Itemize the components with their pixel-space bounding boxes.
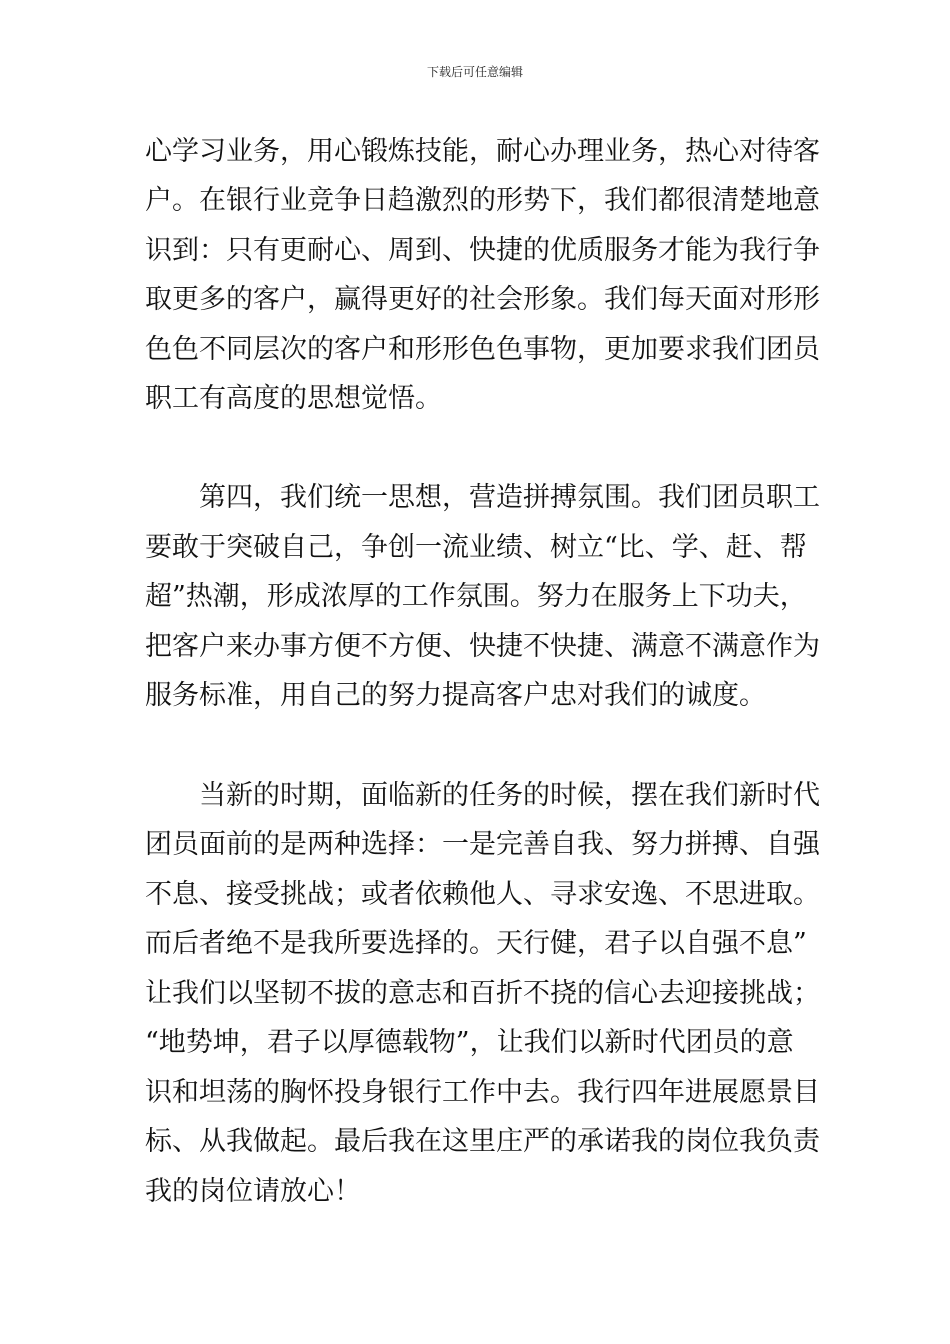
paragraph-2-line-1: 第四，我们统一思想，营造拼搏氛围。我们团员职工: [199, 482, 820, 513]
paragraph-1-line-4: 取更多的客户，赢得更好的社会形象。我们每天面对形形: [145, 284, 820, 315]
paragraph-1-line-2: 户。在银行业竞争日趋激烈的形势下，我们都很清楚地意: [145, 185, 820, 216]
paragraph-3-line-5: 让我们以坚韧不拔的意志和百折不挠的信心去迎接挑战；: [145, 978, 820, 1009]
paragraph-1-line-5: 色色不同层次的客户和形形色色事物，更加要求我们团员: [145, 334, 820, 365]
paragraph-2-line-5: 服务标准，用自己的努力提高客户忠对我们的诚度。: [145, 680, 766, 711]
paragraph-3-line-1: 当新的时期，面临新的任务的时候，摆在我们新时代: [199, 780, 820, 811]
paragraph-3-line-4: 而后者绝不是我所要选择的。天行健，君子以自强不息”: [145, 928, 807, 959]
paragraph-3-line-8: 标、从我做起。最后我在这里庄严的承诺我的岗位我负责: [145, 1126, 820, 1157]
paragraph-1-line-3: 识到：只有更耐心、周到、快捷的优质服务才能为我行争: [145, 235, 820, 266]
paragraph-3-line-9: 我的岗位请放心！: [145, 1176, 361, 1207]
paragraph-3-line-6: “地势坤，君子以厚德载物”，让我们以新时代团员的意: [145, 1027, 794, 1058]
paragraph-2-line-3: 超”热潮，形成浓厚的工作氛围。努力在服务上下功夫，: [145, 581, 807, 612]
paragraph-2-line-2: 要敢于突破自己，争创一流业绩、树立“比、学、赶、帮: [145, 532, 807, 563]
page-header: 下载后可任意编辑: [426, 65, 523, 79]
paragraph-1-line-1: 心学习业务，用心锻炼技能，耐心办理业务，热心对待客: [145, 136, 820, 167]
paragraph-2-line-4: 把客户来办事方便不方便、快捷不快捷、满意不满意作为: [145, 631, 820, 662]
paragraph-3-line-2: 团员面前的是两种选择：一是完善自我、努力拼搏、自强: [145, 829, 820, 860]
paragraph-3-line-3: 不息、接受挑战；或者依赖他人、寻求安逸、不思进取。: [145, 879, 820, 910]
paragraph-1-line-6: 职工有高度的思想觉悟。: [145, 383, 442, 414]
paragraph-3-line-7: 识和坦荡的胸怀投身银行工作中去。我行四年进展愿景目: [145, 1077, 820, 1108]
